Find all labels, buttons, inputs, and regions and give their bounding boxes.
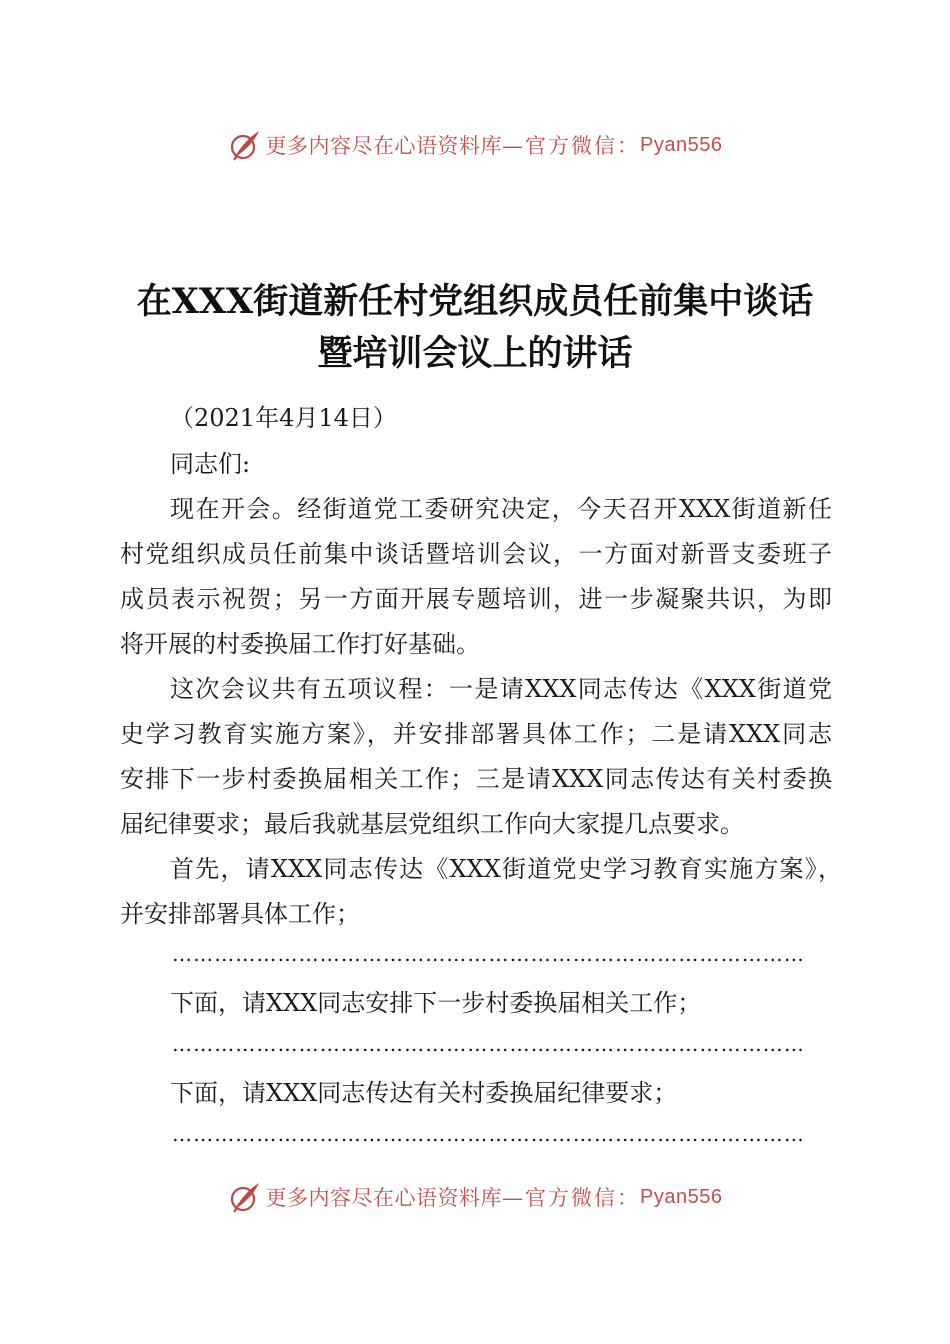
watermark-text: 更多内容尽在心语资料库: [265, 1186, 503, 1210]
watermark-wechat-label: —官方微信：: [502, 134, 641, 158]
omitted-content-ellipsis: ………………………………………………………………………………: [172, 1122, 805, 1146]
agenda-item-discipline: 下面，请XXX同志传达有关村委换届纪律要求；: [170, 1079, 678, 1107]
paragraph-2-line: 史学习教育实施方案》，并安排部署具体工作；二是请XXX同志: [120, 720, 832, 748]
paragraph-2-line: 届纪律要求；最后我就基层党组织工作向大家提几点要求。: [120, 810, 744, 838]
speech-date: （2021年4月14日）: [170, 404, 397, 432]
paragraph-1-line: 村党组织成员任前集中谈话暨培训会议，一方面对新晋支委班子: [120, 540, 832, 568]
paragraph-1-line: 现在开会。经街道党工委研究决定，今天召开XXX街道新任: [170, 495, 832, 523]
paragraph-2-line: 安排下一步村委换届相关工作；三是请XXX同志传达有关村委换: [120, 765, 832, 793]
salutation: 同志们:: [170, 450, 251, 478]
watermark-wechat-label: —官方微信：: [502, 1186, 641, 1210]
document-title-line-1: 在XXX街道新任村党组织成员任前集中谈话: [136, 281, 814, 322]
watermark-wechat-id: Pyan556: [640, 133, 723, 156]
agenda-item-next-step: 下面，请XXX同志安排下一步村委换届相关工作；: [170, 989, 702, 1017]
header-watermark: [0, 124, 950, 166]
paragraph-1-line: 成员表示祝贺；另一方面开展专题培训，进一步凝聚共识，为即: [120, 585, 832, 613]
footer-watermark: [0, 1176, 950, 1218]
watermark-wechat-id: Pyan556: [640, 1185, 723, 1208]
paragraph-3-line: 并安排部署具体工作；: [120, 900, 360, 928]
paragraph-2-line: 这次会议共有五项议程：一是请XXX同志传达《XXX街道党: [170, 675, 832, 703]
quill-logo-icon: [228, 128, 262, 162]
watermark-text: 更多内容尽在心语资料库: [265, 134, 503, 158]
document-title-line-2: 暨培训会议上的讲话: [317, 333, 633, 374]
omitted-content-ellipsis: ………………………………………………………………………………: [172, 1032, 805, 1056]
paragraph-1-line: 将开展的村委换届工作打好基础。: [120, 630, 480, 658]
quill-logo-icon: [228, 1180, 262, 1214]
paragraph-3-line: 首先，请XXX同志传达《XXX街道党史学习教育实施方案》，: [170, 855, 842, 883]
omitted-content-ellipsis: ………………………………………………………………………………: [172, 942, 805, 966]
